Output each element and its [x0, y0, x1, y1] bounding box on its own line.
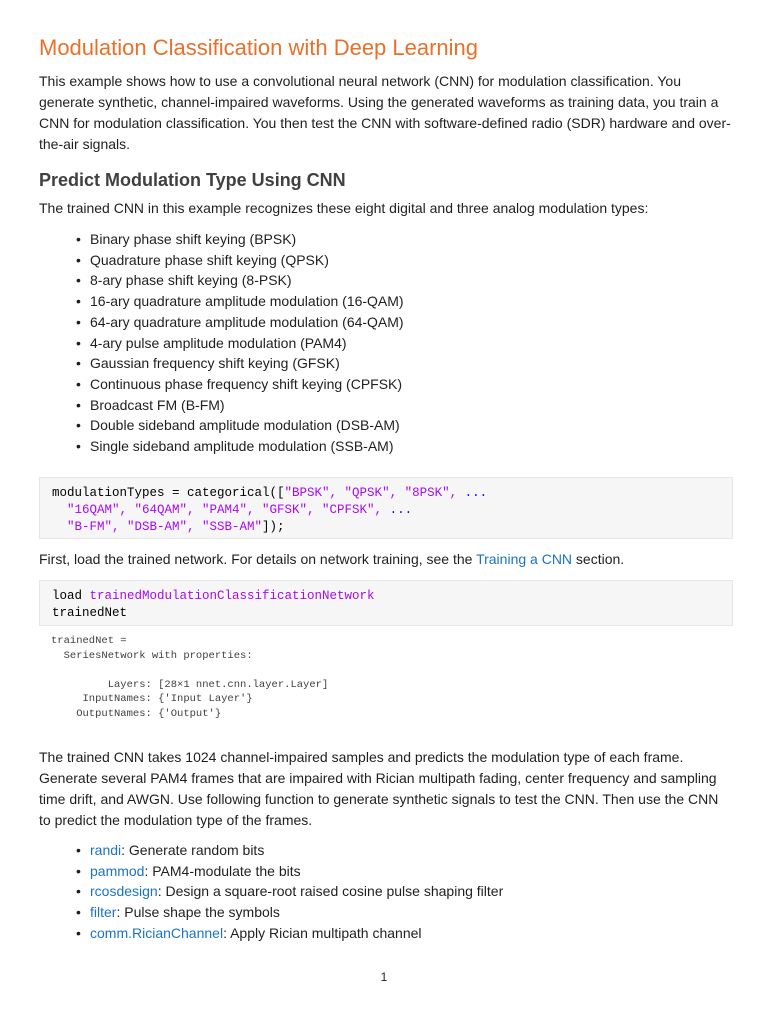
code-keyword: load: [52, 589, 90, 603]
function-desc: : Apply Rician multipath channel: [223, 924, 422, 941]
code-continuation: ...: [389, 503, 413, 517]
list-item: • 4-ary pulse amplitude modulation (PAM4): [73, 333, 404, 354]
function-link-rcosdesign[interactable]: rcosdesign: [90, 883, 158, 900]
list-item: • Continuous phase frequency shift keying (CPFSK): [73, 374, 404, 395]
code-text: trainedNet: [52, 606, 128, 620]
code-string: "BPSK", "QPSK", "8PSK",: [284, 486, 465, 500]
code-block-modulation-types[interactable]: [39, 477, 733, 539]
function-link-randi[interactable]: randi: [90, 842, 122, 858]
test-paragraph: The trained CNN takes 1024 channel-impaired samples and predicts the modulation type of each frame. Generate several PAM4 frames that are impaired with Rician multipath fading, center frequency and sampling time drift, and AWGN. Use following function to generate synthetic signals to test the CNN. Then use the CNN to predict the modulation type of the frames.: [39, 749, 719, 828]
list-item: • 64-ary quadrature amplitude modulation (64-QAM): [73, 312, 404, 333]
list-item: • Broadcast FM (B-FM): [73, 395, 404, 416]
list-item: • Double sideband amplitude modulation (DSB-AM): [73, 415, 404, 436]
code-text: ]);: [262, 520, 285, 534]
list-item: • 16-ary quadrature amplitude modulation (16-QAM): [73, 291, 404, 312]
load-text-end: section.: [572, 551, 625, 567]
code-string: "B-FM", "DSB-AM", "SSB-AM": [52, 520, 263, 534]
function-desc: : PAM4-modulate the bits: [144, 862, 301, 879]
section-heading: Predict Modulation Type Using CNN: [39, 170, 346, 190]
page-number: 1: [380, 970, 388, 984]
list-item: • 8-ary phase shift keying (8-PSK): [73, 270, 404, 291]
function-desc: : Design a square-root raised cosine pulse shaping filter: [157, 883, 504, 900]
list-item: • Gaussian frequency shift keying (GFSK): [73, 353, 404, 374]
list-item: • Quadrature phase shift keying (QPSK): [73, 250, 404, 271]
list-item: [73, 861, 503, 882]
code-string: "16QAM", "64QAM", "PAM4", "GFSK", "CPFSK",: [52, 503, 390, 517]
code-string: trainedModulationClassificationNetwork: [89, 589, 375, 603]
code-block-load-network[interactable]: [39, 580, 733, 626]
function-list: [73, 840, 503, 944]
load-paragraph: [39, 549, 733, 570]
page-title: Modulation Classification with Deep Learning: [39, 35, 479, 60]
modulation-types-list: [73, 229, 404, 457]
list-item: • Single sideband amplitude modulation (SSB-AM): [73, 436, 404, 457]
code-text: modulationTypes = categorical([: [52, 486, 285, 500]
list-item: • Binary phase shift keying (BPSK): [73, 229, 404, 250]
code-continuation: ...: [464, 486, 488, 500]
list-item: [73, 923, 503, 944]
function-desc: : Pulse shape the symbols: [116, 904, 280, 921]
command-output: trainedNet = SeriesNetwork with properties: Layers: [28×1 nnet.cnn.layer.Layer] InputNames: {'Input Layer'} OutputNames: {'Output'}: [51, 635, 329, 720]
function-desc: : Generate random bits: [121, 842, 265, 858]
list-item: [73, 881, 503, 902]
function-link-filter[interactable]: filter: [90, 904, 117, 921]
list-item: [73, 840, 503, 861]
load-text: First, load the trained network. For details on network training, see the: [39, 551, 477, 567]
list-item: [73, 902, 503, 923]
intro-paragraph: This example shows how to use a convolutional neural network (CNN) for modulation classification. You generate synthetic, channel-impaired waveforms. Using the generated waveforms as training data, you train a CNN for modulation classification. You then test the CNN with software-defined radio (SDR) hardware and over-the-air signals.: [39, 73, 731, 152]
training-cnn-link[interactable]: Training a CNN: [476, 551, 573, 567]
function-link-pammod[interactable]: pammod: [90, 862, 145, 879]
function-link-ricianchannel[interactable]: comm.RicianChannel: [90, 924, 224, 941]
section-intro: The trained CNN in this example recognizes these eight digital and three analog modulation types:: [39, 200, 649, 216]
